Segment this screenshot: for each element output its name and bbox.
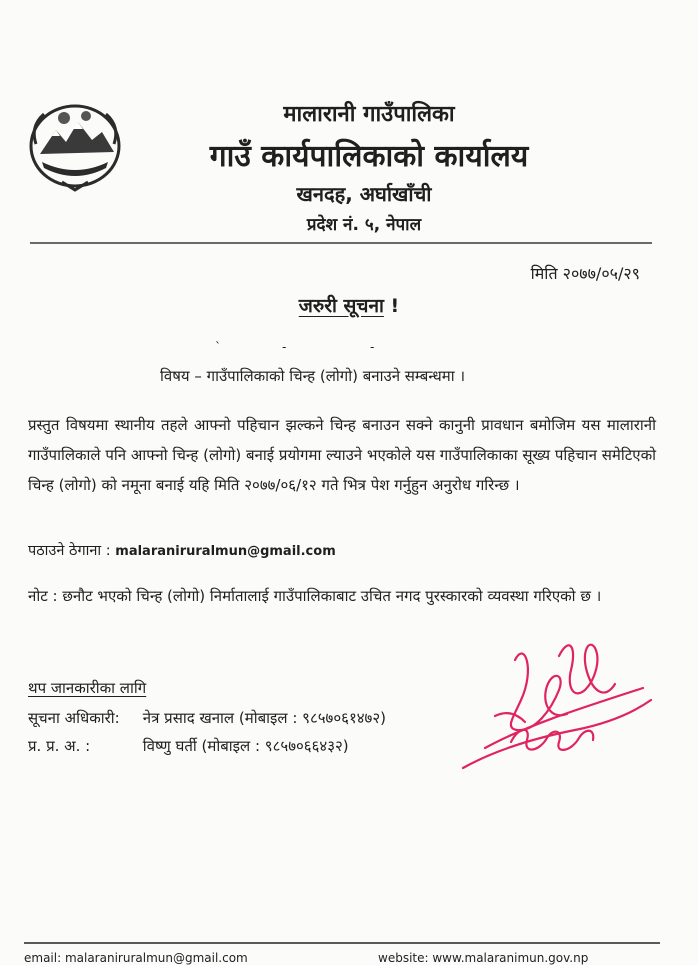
office-name: गाउँ कार्यपालिकाको कार्यालय [209, 139, 529, 174]
office-address: खनदह, अर्घाखाँची [296, 182, 432, 206]
send-address [28, 540, 336, 560]
send-address-label: पठाउने ठेगाना : [28, 543, 111, 559]
province-country: प्रदेश नं. ५, नेपाल [306, 215, 422, 235]
footer-email: email: malaraniruralmun@gmail.com [24, 951, 248, 965]
notice-date: मिति २०७७/०५/२९ [530, 264, 640, 283]
contact-row [28, 736, 349, 756]
more-info-title: थप जानकारीका लागि [28, 679, 147, 697]
notice-body: प्रस्तुत विषयमा स्थानीय तहले आफ्नो पहिचान झल्कने चिन्ह बनाउन सक्ने कानुनी प्रावधान बमोजिम यस मालारानी गाउँपालिकाले पनि आफ्नो चिन्ह (लोगो) बनाई प्रयोगमा ल्याउने भएकोले यस गाउँपालिकाका सूख्य पहिचान समेटिएको चिन्ह (लोगो) को नमूना बनाई यहि मिति २०७७/०६/१२ गते भित्र पेश गर्नुहुन अनुरोध गरिन्छ । [28, 416, 656, 494]
notice-title-text: जरुरी सूचना [298, 295, 384, 317]
stray-mark: - [282, 340, 287, 354]
footer-website: website: www.malaranimun.gov.np [378, 951, 589, 965]
contact-label: प्र. प्र. अ. : [28, 737, 91, 755]
send-address-email: malaraniruralmun@gmail.com [115, 544, 336, 559]
notice-title [0, 292, 698, 318]
municipality-name: मालारानी गाउँपालिका [283, 102, 455, 127]
notice-subject: विषय – गाउँपालिकाको चिन्ह (लोगो) बनाउने सम्बन्धमा । [160, 367, 466, 385]
stray-mark: ` [215, 340, 221, 354]
contact-label: सूचना अधिकारी: [28, 709, 120, 727]
footer-divider [24, 942, 660, 944]
signature-icon [455, 630, 655, 780]
stray-mark: - [370, 340, 375, 354]
contact-value: विष्णु घर्ती (मोबाइल : ९८५७०६६४३२) [142, 737, 349, 755]
header-divider [30, 242, 652, 244]
notice-title-exclaim: ! [390, 295, 400, 317]
notice-note: नोट : छनौट भएको चिन्ह (लोगो) निर्मातालाई गाउँपालिकाबाट उचित नगद पुरस्कारको व्यवस्था गरिएको छ । [28, 587, 602, 605]
contact-row [28, 708, 386, 728]
contact-value: नेत्र प्रसाद खनाल (मोबाइल : ९८५७०६१४७२) [142, 709, 387, 727]
